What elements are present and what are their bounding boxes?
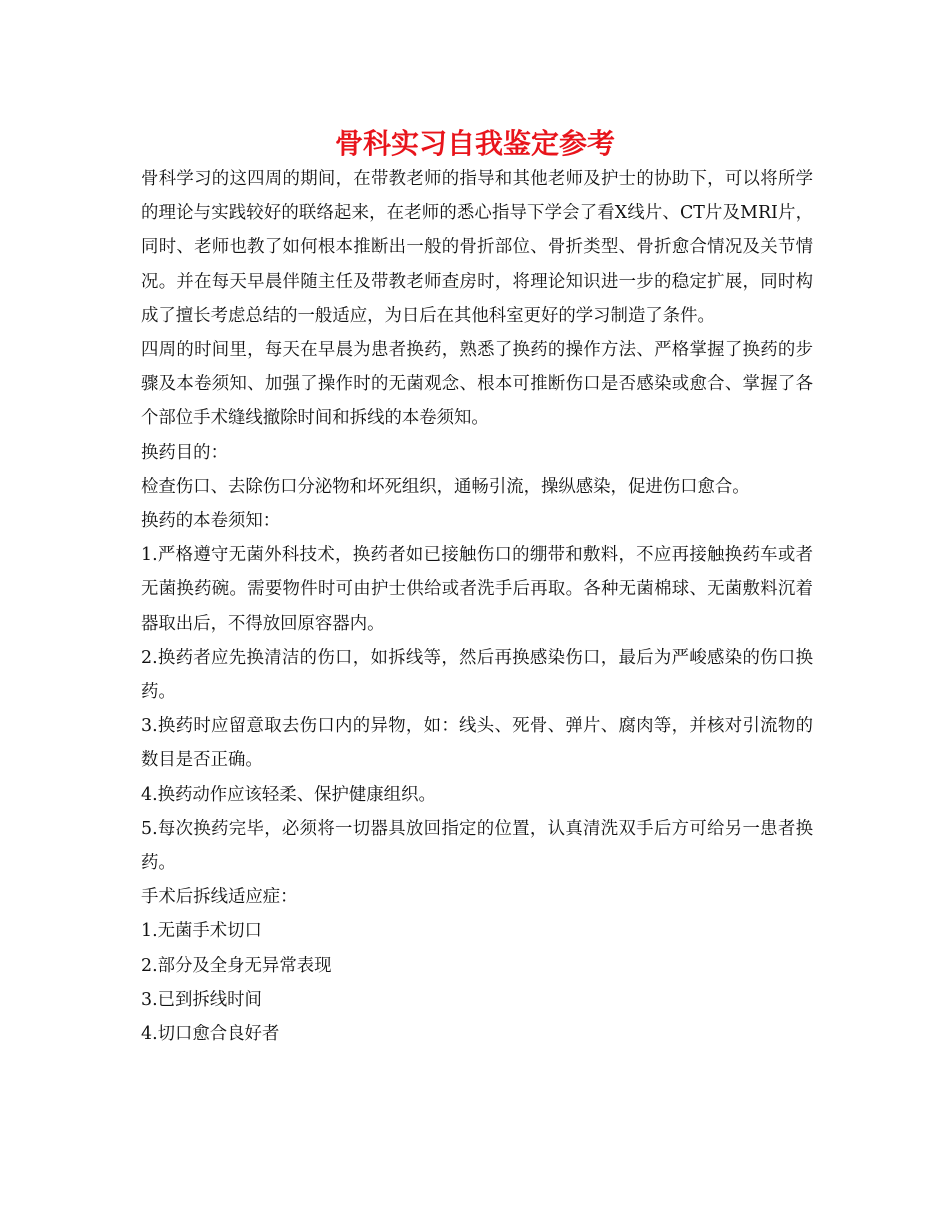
document-body — [141, 162, 813, 1051]
heading-suture-removal: 手术后拆线适应症： — [141, 887, 298, 908]
heading-dressing-notes: 换药的本卷须知： — [141, 511, 281, 532]
list-item-note-2: 2.换药者应先换清洁的伤口，如拆线等，然后再换感染伤口，最后为严峻感染的伤口换药。 — [141, 647, 813, 703]
list-item-note-1: 1.严格遵守无菌外科技术，换药者如已接触伤口的绷带和敷料，不应再接触换药车或者无菌换药碗。需要物件时可由护士供给或者洗手后再取。各种无菌棉球、无菌敷料沉着器取出后，不得放回原容器内。 — [141, 545, 813, 634]
list-item-indication-3: 3.已到拆线时间 — [141, 989, 262, 1010]
heading-dressing-purpose: 换药目的： — [141, 442, 228, 463]
paragraph-dressing-purpose: 检查伤口、去除伤口分泌物和坏死组织，通畅引流，操纵感染，促进伤口愈合。 — [141, 476, 750, 497]
list-item-indication-2: 2.部分及全身无异常表现 — [141, 955, 332, 976]
list-item-note-4: 4.换药动作应该轻柔、保护健康组织。 — [141, 784, 436, 805]
document-title: 骨科实习自我鉴定参考 — [334, 127, 615, 160]
paragraph-study-summary: 骨科学习的这四周的期间，在带教老师的指导和其他老师及护士的协助下，可以将所学的理论与实践较好的联络起来，在老师的悉心指导下学会了看X线片、CT片及MRI片，同时、老师也教了如何根本推断出一般的骨折部位、骨折类型、骨折愈合情况及关节情况。并在每天早晨伴随主任及带教老师查房时，将理论知识进一步的稳定扩展，同时构成了擅长考虑总结的一般适应，为日后在其他科室更好的学习制造了条件。 — [141, 169, 813, 326]
list-item-indication-4: 4.切口愈合良好者 — [141, 1024, 280, 1045]
list-item-note-3: 3.换药时应留意取去伤口内的异物，如：线头、死骨、弹片、腐肉等，并核对引流物的数目是否正确。 — [141, 716, 813, 771]
list-item-indication-1: 1.无菌手术切口 — [141, 921, 262, 942]
list-item-note-5: 5.每次换药完毕，必须将一切器具放回指定的位置，认真清洗双手后方可给另一患者换药。 — [141, 818, 813, 874]
paragraph-dressing-change: 四周的时间里，每天在早晨为患者换药，熟悉了换药的操作方法、严格掌握了换药的步骤及本卷须知、加强了操作时的无菌观念、根本可推断伤口是否感染或愈合、掌握了各个部位手术缝线撤除时间和拆线的本卷须知。 — [141, 340, 813, 429]
